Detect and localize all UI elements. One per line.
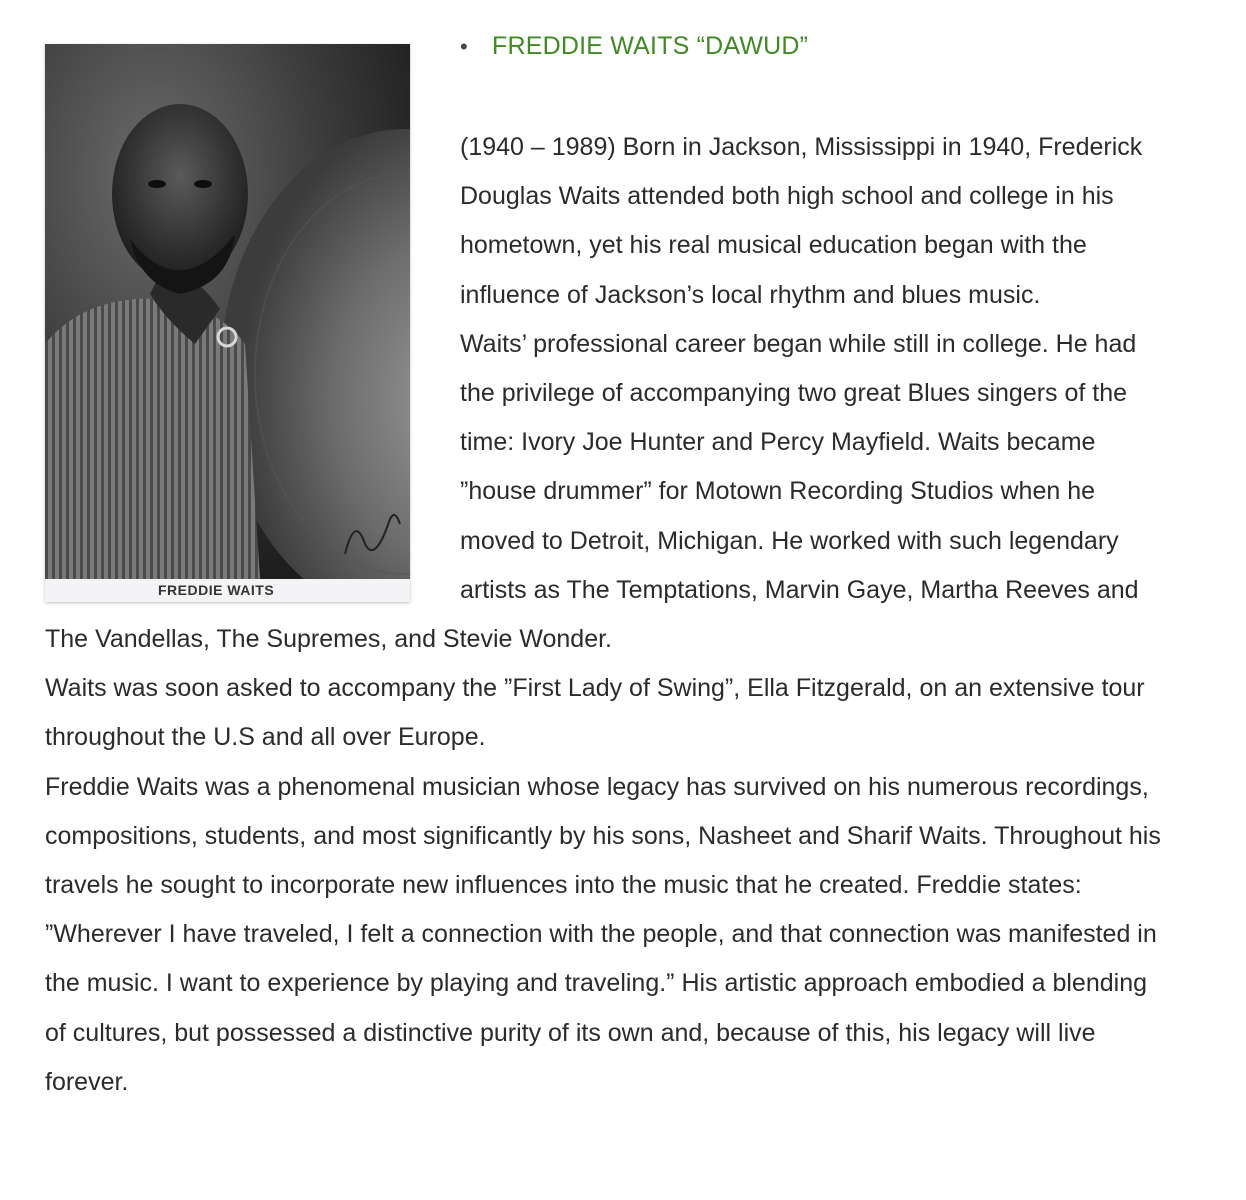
heading-row <box>45 22 1165 71</box>
paragraph-ella-tour: Waits was soon asked to accompany the ”First Lady of Swing”, Ella Fitzgerald, on an extensive tour throughout the U.S and all over Europe. <box>45 674 1145 752</box>
article-heading: FREDDIE WAITS “DAWUD” <box>492 32 809 60</box>
portrait-photo <box>45 44 410 579</box>
portrait-image <box>45 44 410 579</box>
paragraph-early-life: (1940 – 1989) Born in Jackson, Mississippi in 1940, Frederick Douglas Waits attended both high school and college in his hometown, yet his real musical education began with the influence of Jackson’s local rhythm and blues music. <box>460 133 1143 309</box>
photo-card <box>45 44 410 602</box>
bullet-icon: • <box>460 34 468 59</box>
paragraph-career: Waits’ professional career began while still in college. He had the privilege of accompanying two great Blues singers of the time: Ivory Joe Hunter and Percy Mayfield. Waits became ”house drummer” for Motown Recording Studios when he moved to Detroit, Michigan. He worked with such legendary artists as The Temptations, Marvin Gaye, Martha Reeves and The Vandellas, The Supremes, and Stevie Wonder. <box>45 329 1139 654</box>
article <box>45 22 1165 1107</box>
photo-caption: FREDDIE WAITS <box>158 582 275 598</box>
paragraph-legacy: Freddie Waits was a phenomenal musician whose legacy has survived on his numerous recordings, compositions, students, and most significantly by his sons, Nasheet and Sharif Waits. Throughout his travels he sought to incorporate new influences into the music that he created. Freddie states: ”Wherever I have traveled, I felt a connection with the people, and that connection was manifested in the music. I want to experience by playing and traveling.” His artistic approach embodied a blending of cultures, but possessed a distinctive purity of its own and, because of this, his legacy will live forever. <box>45 772 1161 1096</box>
